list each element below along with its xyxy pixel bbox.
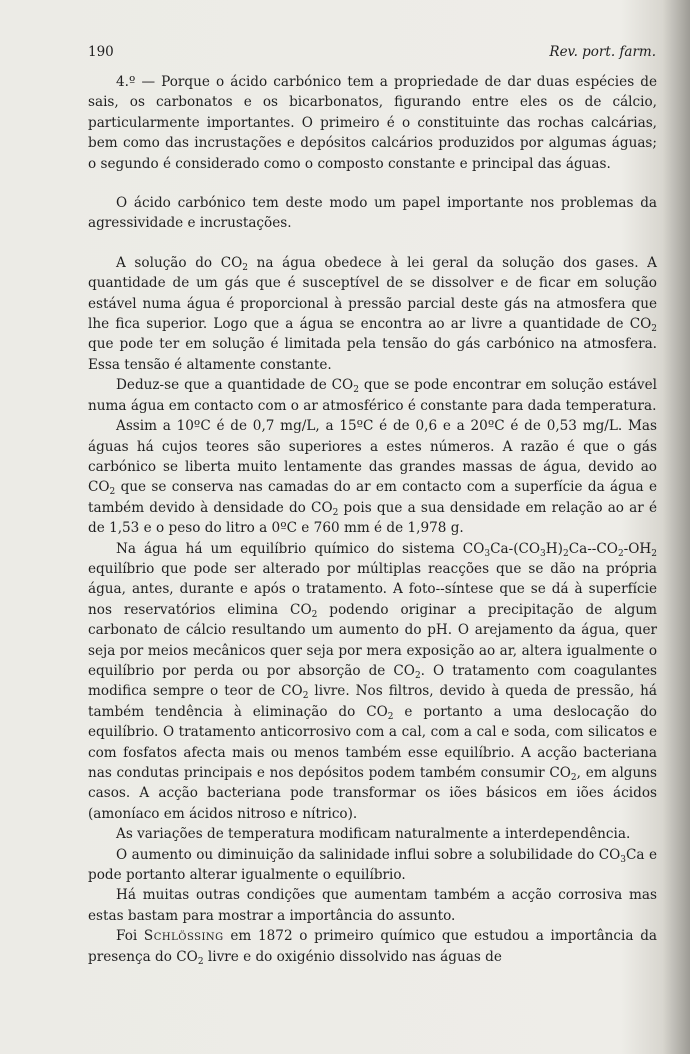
- paragraph: A solução do $CO_2$ na água obedece à lei geral da solução dos gases. A quantidade de um gás que é susceptível de se dissolver e de ficar em solução estável numa água é proporcional à pressão parcial deste gás na atmosfera que lhe fica superior. Logo que a água se encontra ao ar livre a quantidade de $CO_2$ que pode ter em solução é limitada pela tensão do gás carbónico na atmosfera. Essa tensão é altamente constante.: [88, 254, 657, 373]
- paragraph: 4.º — Porque o ácido carbónico tem a propriedade de dar duas espécies de sais, os carbonatos e os bicarbonatos, figurando entre eles os de cálcio, particularmente importantes. O primeiro é o constituinte das rochas calcárias, bem como das incrustações e depósitos calcários produzidos por algumas águas; o segundo é considerado como o composto constante e principal das águas.: [88, 74, 657, 172]
- author-name: Schlössing: [143, 928, 224, 945]
- paragraph: Há muitas outras condições que aumentam também a acção corrosiva mas estas bastam para mostrar a importância do assunto.: [88, 887, 657, 924]
- paragraph: As variações de temperatura modificam naturalmente a interdependência.: [116, 826, 631, 843]
- page-header: [88, 44, 656, 66]
- paragraph: Foi Schlössing em 1872 o primeiro químico que estudou a importância da presença do $CO_2$ livre e do oxigénio dissolvido nas águas de: [88, 928, 657, 967]
- page-number: 190: [88, 44, 114, 60]
- paragraph: Assim a 10ºC é de 0,7 mg/L, a 15ºC é de 0,6 e a 20ºC é de 0,53 mg/L. Mas águas há cujos teores são superiores a estes números. A razão é que o gás carbónico se liberta muito lentamente das grandes massas de água, devido ao $CO_2$ que se conserva nas camadas do ar em contacto com a superfície da água e também devido à densidade do $CO_2$ pois que a sua densidade em relação ao ar é de 1,53 e o peso do litro a 0ºC e 760 mm é de 1,978 g.: [88, 418, 657, 537]
- paragraph: O aumento ou diminuição da salinidade influi sobre a solubilidade do $CO_3Ca$ e pode portanto alterar igualmente o equilíbrio.: [88, 846, 657, 884]
- article-body: [88, 72, 657, 967]
- paragraph: O ácido carbónico tem deste modo um papel importante nos problemas da agressividade e incrustações.: [88, 195, 657, 232]
- paragraph: Deduz-se que a quantidade de $CO_2$ que se pode encontrar em solução estável numa água em contacto com o ar atmosférico é constante para dada temperatura.: [88, 377, 657, 414]
- paragraph: Na água há um equilíbrio químico do sistema $CO_3Ca-(CO_3H)_2Ca--CO_2-OH_2$ equilíbrio que pode ser alterado por múltiplas reacções que se dão na própria água, antes, durante e após o tratamento. A foto--síntese que se dá à superfície nos reservatórios elimina $CO_2$ podendo originar a precipitação de algum carbonato de cálcio resultando um aumento do pH. O arejamento da água, quer seja por meios mecânicos quer seja por mera exposição ao ar, altera igualmente o equilíbrio por perda ou por absorção de $CO_2$. O tratamento com coagulantes modifica sempre o teor de $CO_2$ livre. Nos filtros, devido à queda de pressão, há também tendência à eliminação do $CO_2$ e portanto a uma deslocação do equilíbrio. O tratamento anticorrosivo com a cal, com a cal e soda, com silicatos e com fosfatos afecta mais ou menos também esse equilíbrio. A acção bacteriana nas condutas principais e nos depósitos podem também consumir $CO_2$, em alguns casos. A acção bacteriana pode transformar os iões básicos em iões ácidos (amoníaco em ácidos nitroso e nítrico).: [88, 540, 657, 822]
- running-title: Rev. port. farm.: [549, 44, 656, 60]
